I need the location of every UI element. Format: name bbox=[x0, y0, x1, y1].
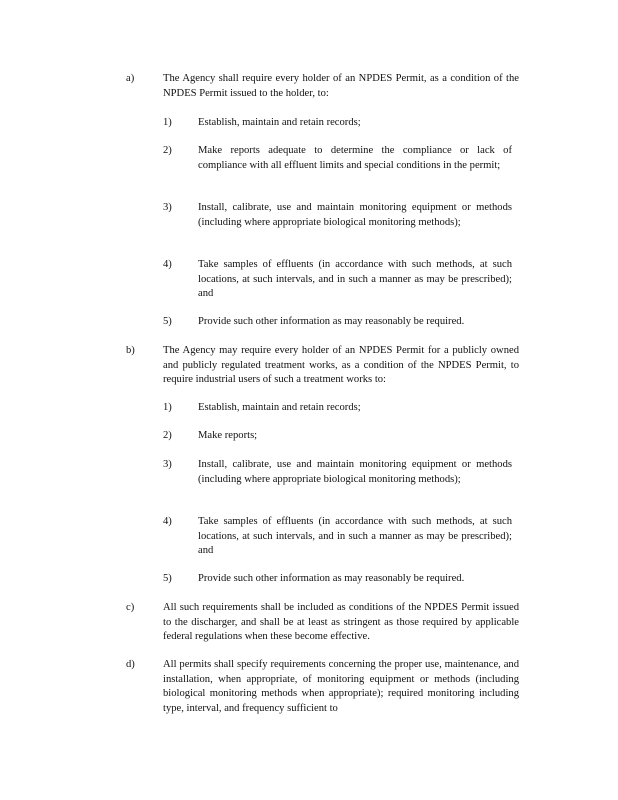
subparagraph-marker: 4) bbox=[163, 516, 172, 527]
subparagraph-text: Install, calibrate, use and maintain monitoring equipment or methods (including where appropriate biological monitoring methods); bbox=[198, 459, 512, 485]
subparagraph-marker: 1) bbox=[163, 117, 172, 128]
subparagraph-marker: 2) bbox=[163, 430, 172, 441]
subparagraph-text: Establish, maintain and retain records; bbox=[198, 117, 361, 128]
paragraph-marker: d) bbox=[126, 659, 135, 670]
paragraph-text: All such requirements shall be included as conditions of the NPDES Permit issued to the discharger, and shall be at least as stringent as those required by applicable federal regulations when these become effective. bbox=[163, 602, 519, 642]
subparagraph-marker: 5) bbox=[163, 316, 172, 327]
subparagraph-text: Make reports adequate to determine the compliance or lack of compliance with all effluent limits and special conditions in the permit; bbox=[198, 145, 512, 171]
subparagraph-text: Establish, maintain and retain records; bbox=[198, 402, 361, 413]
subparagraph-marker: 2) bbox=[163, 145, 172, 156]
subparagraph-marker: 1) bbox=[163, 402, 172, 413]
subparagraph-marker: 3) bbox=[163, 459, 172, 470]
subparagraph-marker: 3) bbox=[163, 202, 172, 213]
subparagraph-text: Provide such other information as may reasonably be required. bbox=[198, 573, 465, 584]
subparagraph-marker: 5) bbox=[163, 573, 172, 584]
subparagraph-text: Take samples of effluents (in accordance with such methods, at such locations, at such intervals, and in such a manner as may be prescribed); and bbox=[198, 259, 512, 299]
subparagraph-text: Provide such other information as may reasonably be required. bbox=[198, 316, 465, 327]
subparagraph-marker: 4) bbox=[163, 259, 172, 270]
subparagraph-text: Make reports; bbox=[198, 430, 258, 441]
paragraph-marker: c) bbox=[126, 602, 135, 613]
paragraph-text: The Agency shall require every holder of an NPDES Permit, as a condition of the NPDES Permit issued to the holder, to: bbox=[163, 73, 519, 99]
subparagraph-text: Install, calibrate, use and maintain monitoring equipment or methods (including where appropriate biological monitoring methods); bbox=[198, 202, 512, 228]
subparagraph-text: Take samples of effluents (in accordance with such methods, at such locations, at such intervals, and in such a manner as may be prescribed); and bbox=[198, 516, 512, 556]
paragraph-text: The Agency may require every holder of an NPDES Permit for a publicly owned and publicly regulated treatment works, as a condition of the NPDES Permit, to require industrial users of such a treatment works to: bbox=[163, 345, 519, 385]
paragraph-marker: a) bbox=[126, 73, 135, 84]
paragraph-text: All permits shall specify requirements concerning the proper use, maintenance, and installation, when appropriate, of monitoring equipment or methods (including biological monitoring methods when appropriate); required monitoring including type, interval, and frequency sufficient to bbox=[163, 659, 519, 714]
paragraph-marker: b) bbox=[126, 345, 135, 356]
